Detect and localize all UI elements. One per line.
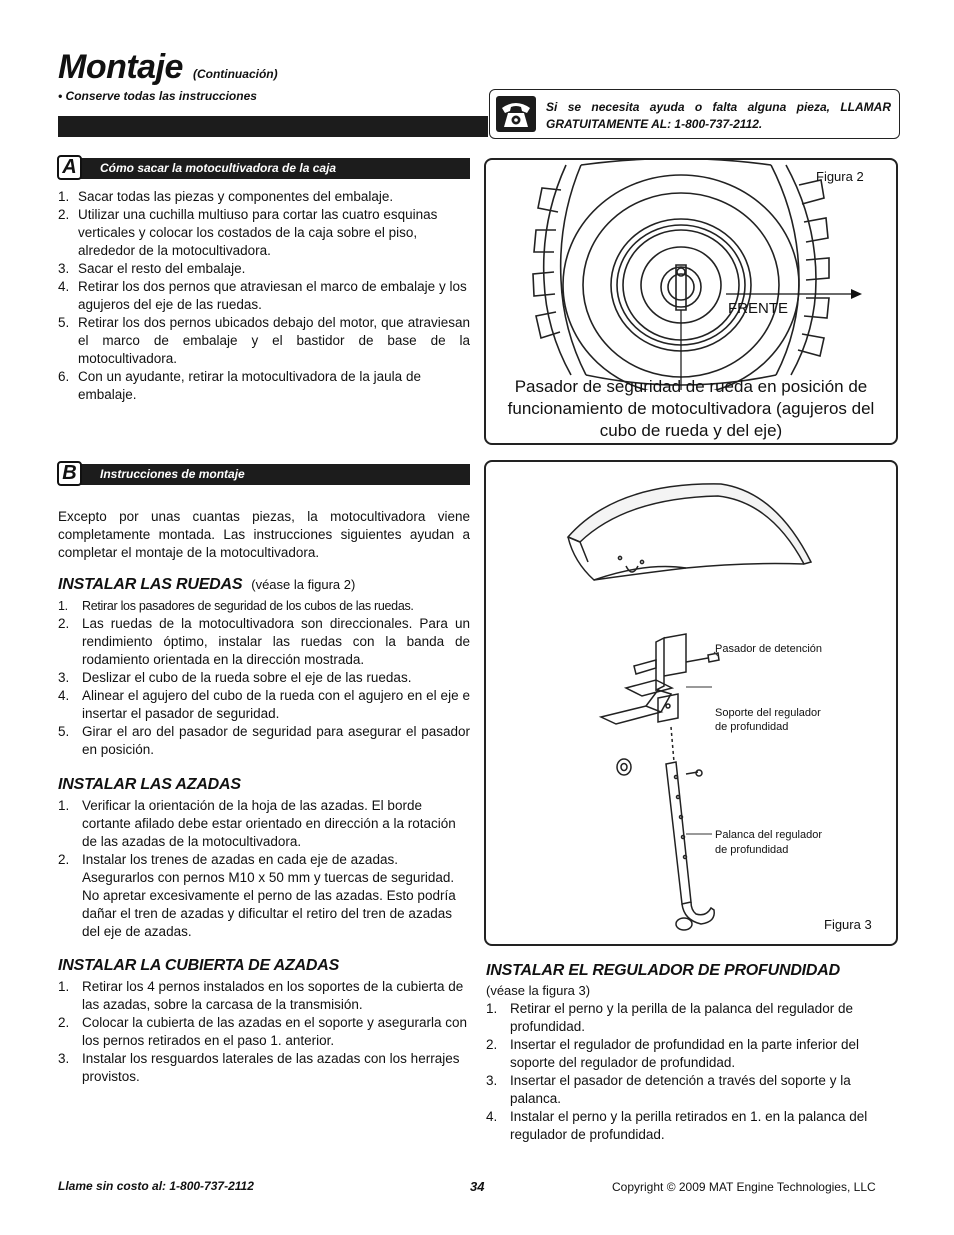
figure-3: [484, 460, 898, 946]
figure-2-caption: Pasador de seguridad de rueda en posición de funcionamiento de motocultivadora (agujeros del cubo de rueda y del eje): [507, 377, 875, 440]
list-item: 1. Retirar el perno y la perilla de la palanca del regulador de profundidad.: [486, 1001, 853, 1034]
help-callout: [489, 89, 900, 139]
section-b-intro: Excepto por unas cuantas piezas, la motocultivadora viene completamente montada. Las instrucciones siguientes ayudan a completar el montaje de la motocultivadora.: [58, 509, 470, 560]
section-b-header: [58, 464, 470, 485]
section-b-badge: B: [57, 461, 82, 486]
figure-2-label: Figura 2: [816, 169, 864, 184]
depth-regulator-illustration: [486, 462, 896, 944]
regulador-note: (véase la figura 3): [486, 983, 591, 998]
section-a-steps: [58, 188, 470, 404]
conserve-note: • Conserve todas las instrucciones: [58, 89, 257, 103]
section-a-label: Cómo sacar la motocultivadora de la caja: [100, 161, 337, 175]
section-a-header: [58, 158, 470, 179]
ruedas-steps: [58, 597, 470, 759]
page-title: Montaje (Continuación): [58, 48, 278, 86]
ruedas-heading: INSTALAR LAS RUEDAS (véase la figura 2): [58, 576, 356, 593]
telephone-icon: [496, 96, 536, 132]
header-bar: [58, 116, 488, 137]
figure-3-label: Figura 3: [824, 917, 872, 932]
list-item: 1. Verificar la orientación de la hoja de las azadas. El borde cortante afilado debe estar orientado en dirección a la rotación de las azadas de la motocultivadora.: [58, 798, 456, 849]
list-item: 1. Retirar los pasadores de seguridad de los cubos de las ruedas.: [58, 599, 414, 613]
cubierta-steps: [58, 978, 470, 1086]
regulador-steps: [486, 1000, 898, 1144]
frente-label: FRENTE: [728, 300, 788, 317]
help-text: Si se necesita ayuda o falta alguna pieza, LLAMAR GRATUITAMENTE AL: 1-800-737-2112.: [546, 100, 891, 131]
list-item: 3. Sacar el resto del embalaje.: [58, 261, 246, 276]
figure-2: [484, 158, 898, 445]
wheel-illustration: [486, 160, 896, 390]
palanca-label-line1: Palanca del regulador: [715, 829, 823, 841]
section-b-label: Instrucciones de montaje: [100, 467, 245, 481]
list-item: 6. Con un ayudante, retirar la motocultivadora de la jaula de embalaje.: [58, 369, 421, 402]
list-item: 2. Las ruedas de la motocultivadora son direccionales. Para un rendimiento óptimo, instalar las ruedas con la banda de rodamiento orientada en la dirección mostrada.: [58, 616, 470, 667]
list-item: 2. Instalar los trenes de azadas en cada eje de azadas. Asegurarlos con pernos M10 x 50 mm y tuercas de seguridad. No apretar excesivamente el perno de las azadas. Esto podría dañar el tren de azadas y dificultar el retiro del tren de azadas del eje de azadas.: [58, 852, 456, 939]
azadas-steps: [58, 797, 470, 941]
list-item: 1. Sacar todas las piezas y componentes del embalaje.: [58, 189, 394, 204]
list-item: 3. Insertar el pasador de detención a través del soporte y la palanca.: [486, 1073, 851, 1106]
palanca-label-line2: de profundidad: [715, 844, 789, 856]
regulador-heading: INSTALAR EL REGULADOR DE PROFUNDIDAD: [486, 962, 840, 979]
title-subtitle: (Continuación): [192, 67, 278, 81]
pasador-label: Pasador de detención: [715, 643, 823, 655]
list-item: 4. Alinear el agujero del cubo de la rueda con el agujero en el eje e insertar el pasador de seguridad.: [58, 688, 470, 721]
list-item: 3. Instalar los resguardos laterales de las azadas con los herrajes provistos.: [58, 1051, 460, 1084]
soporte-label-line2: de profundidad: [715, 721, 789, 733]
list-item: 2. Colocar la cubierta de las azadas en el soporte y asegurarla con los pernos retirados en el paso 1. anterior.: [58, 1015, 467, 1048]
soporte-label-line1: Soporte del regulador: [715, 707, 821, 719]
list-item: 5. Girar el aro del pasador de seguridad para asegurar el pasador en posición.: [58, 724, 470, 757]
list-item: 1. Retirar los 4 pernos instalados en los soportes de la cubierta de las azadas, sobre la carcasa de la transmisión.: [58, 979, 464, 1012]
copyright: Copyright © 2009 MAT Engine Technologies, LLC: [612, 1180, 876, 1194]
azadas-heading: INSTALAR LAS AZADAS: [58, 776, 241, 793]
list-item: 5. Retirar los dos pernos ubicados debajo del motor, que atraviesan el marco de embalaje y el bastidor de base de la motocultivadora.: [58, 315, 470, 366]
page-number: 34: [470, 1179, 485, 1194]
section-a-badge: A: [57, 155, 82, 180]
cubierta-heading: INSTALAR LA CUBIERTA DE AZADAS: [58, 957, 340, 974]
list-item: 4. Retirar los dos pernos que atraviesan el marco de embalaje y los agujeros del eje de las ruedas.: [58, 279, 467, 312]
footer-phone: Llame sin costo al: 1-800-737-2112: [58, 1179, 254, 1193]
list-item: 3. Deslizar el cubo de la rueda sobre el eje de las ruedas.: [58, 670, 412, 685]
list-item: 2. Insertar el regulador de profundidad en la parte inferior del soporte del regulador de profundidad.: [486, 1037, 859, 1070]
list-item: 2. Utilizar una cuchilla multiuso para cortar las cuatro esquinas verticales y colocar los costados de la caja sobre el piso, alrededor de la motocultivadora.: [58, 207, 438, 258]
list-item: 4. Instalar el perno y la perilla retirados en 1. en la palanca del regulador de profundidad.: [486, 1109, 868, 1142]
unpack-steps-list: [58, 188, 470, 404]
